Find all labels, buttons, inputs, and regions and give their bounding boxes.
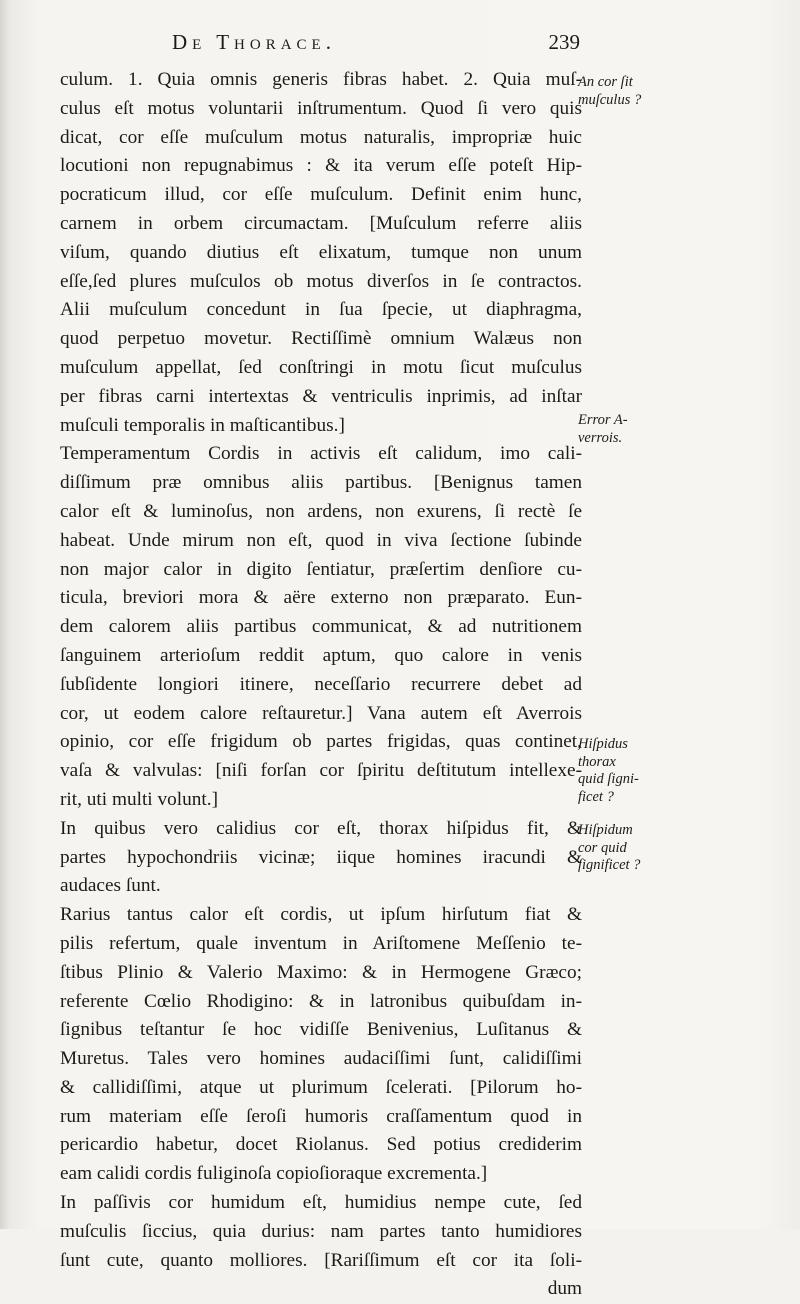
text-line: per fibras carni intertextas & ventriculis inprimis, ad inſtar xyxy=(60,385,582,407)
margin-note-line: Hiſpidus xyxy=(578,736,628,752)
margin-note xyxy=(578,822,640,875)
text-line: ſignibus teſtantur ſe hoc vidiſſe Benivenius, Luſitanus & xyxy=(60,1019,582,1041)
margin-note-line: cor quid xyxy=(578,839,627,856)
margin-note-line: ſignificet ? xyxy=(578,857,641,873)
text-line: rit, uti multi volunt.] xyxy=(60,788,218,810)
text-line: audaces ſunt. xyxy=(60,875,161,897)
body-text xyxy=(60,66,582,1304)
margin-note-line: verrois. xyxy=(578,429,623,446)
margin-note xyxy=(578,412,628,447)
text-line: carnem in orbem circumactam. [Muſculum referre aliis xyxy=(60,212,582,234)
text-line: In quibus vero calidius cor eſt, thorax hiſpidus fit, & xyxy=(60,817,582,839)
text-line: Muretus. Tales vero homines audaciſſimi ſunt, calidiſſimi xyxy=(60,1048,582,1070)
text-line: Alii muſculum concedunt in ſua ſpecie, ut diaphragma, xyxy=(60,299,582,321)
running-head: De Thorace. xyxy=(172,30,336,54)
margin-note-line: An cor ſit xyxy=(578,74,633,90)
text-line: locutioni non repugnabimus : & ita verum eſſe poteſt Hip- xyxy=(60,155,582,177)
text-line: pilis refertum, quale inventum in Ariſtomene Meſſenio te- xyxy=(60,932,582,954)
text-line: quod perpetuo movetur. Rectiſſimè omnium Walæus non xyxy=(60,328,582,350)
text-line: culum. 1. Quia omnis generis fibras habet. 2. Quia muſ- xyxy=(60,69,582,90)
text-line: calor eſt & luminoſus, non ardens, non exurens, ſi rectè ſe xyxy=(60,500,582,522)
text-line: ſanguinem arterioſum reddit aptum, quo calore in venis xyxy=(60,644,582,666)
text-line: Rarius tantus calor eſt cordis, ut ipſum hirſutum fiat & xyxy=(60,904,582,926)
text-line: opinio, cor eſſe frigidum ob partes frigidas, quas continet, xyxy=(60,731,582,753)
text-line: In paſſivis cor humidum eſt, humidius nempe cute, ſed xyxy=(60,1192,582,1214)
text-line: dicat, cor eſſe muſculum motus naturalis, impropriæ huic xyxy=(60,126,582,148)
text-line: Temperamentum Cordis in activis eſt calidum, imo cali- xyxy=(60,443,582,465)
margin-note-line: Hiſpidum xyxy=(578,822,633,838)
text-line: ticula, breviori mora & aëre externo non præparato. Eun- xyxy=(60,587,582,609)
text-line: pericardio habetur, docet Riolanus. Sed potius crediderim xyxy=(60,1134,582,1156)
margin-note-line: thorax xyxy=(578,753,616,770)
page-number: 239 xyxy=(548,30,580,54)
margin-note-line: quid ſigni- xyxy=(578,771,639,787)
text-line: muſculi temporalis in maſticantibus.] xyxy=(60,414,345,436)
text-line: rum materiam eſſe ſeroſi humoris craſſamentum quod in xyxy=(60,1105,582,1127)
text-line: dem calorem aliis partibus communicat, & ad nutritionem xyxy=(60,616,582,638)
text-line: ſunt cute, quanto molliores. [Rariſſimum eſt cor ita ſoli- xyxy=(60,1249,582,1271)
text-line: viſum, quando diutius eſt elixatum, tumque non unum xyxy=(60,241,582,263)
text-line: culus eſt motus voluntarii inſtrumentum. Quod ſi vero quis xyxy=(60,97,582,119)
text-line: referente Cœlio Rhodigino: & in latronibus quibuſdam in- xyxy=(60,990,582,1012)
margin-note xyxy=(578,74,641,109)
text-line: & callidiſſimi, atque ut plurimum ſcelerati. [Pilorum ho- xyxy=(60,1076,582,1098)
text-line: diſſimum præ omnibus aliis partibus. [Benignus tamen xyxy=(60,472,582,494)
text-line: vaſa & valvulas: [niſi forſan cor ſpiritu deſtitutum intellexe- xyxy=(60,760,582,782)
text-line: muſculum appellat, ſed conſtringi in motu ſicut muſculus xyxy=(60,356,582,378)
text-line: cor, ut eodem calore reſtauretur.] Vana autem eſt Averrois xyxy=(60,702,582,724)
text-line: ſtibus Plinio & Valerio Maximo: & in Hermogene Græco; xyxy=(60,961,582,983)
text-line: eſſe,ſed plures muſculos ob motus diverſos in ſe contractos. xyxy=(60,270,582,292)
text-line: pocraticum illud, cor eſſe muſculum. Definit enim hunc, xyxy=(60,184,582,206)
text-line: habeat. Unde mirum non eſt, quod in viva ſectione ſubinde xyxy=(60,529,582,551)
margin-note xyxy=(578,736,639,806)
catchword: dum xyxy=(547,1278,582,1300)
margin-note-line: Error A- xyxy=(578,412,628,428)
text-line: non major calor in digito ſentiatur, præſertim denſiore cu- xyxy=(60,558,582,580)
margin-note-line: ficet ? xyxy=(578,788,614,805)
text-line: ſubſidente longiori itinere, neceſſario recurrere debet ad xyxy=(60,673,582,695)
text-line: partes hypochondriis vicinæ; iique homines iracundi & xyxy=(60,846,582,868)
page-header xyxy=(60,30,580,60)
text-line: eam calidi cordis fuliginoſa copioſioraque excrementa.] xyxy=(60,1163,488,1185)
text-line: muſculis ſiccius, quia durius: nam partes tanto humidiores xyxy=(60,1220,582,1242)
margin-note-line: muſculus ? xyxy=(578,91,642,108)
